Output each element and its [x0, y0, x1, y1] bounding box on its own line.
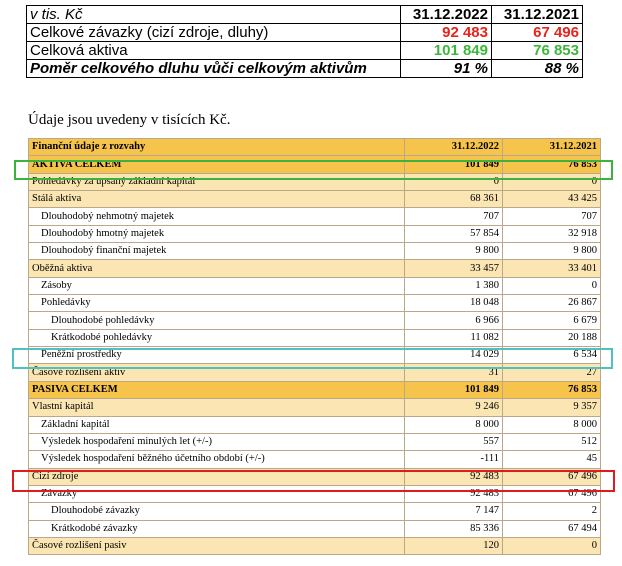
table-row — [29, 260, 601, 277]
summary-value: 76 853 — [492, 42, 583, 60]
table-row — [29, 208, 601, 225]
summary-unit-label: v tis. Kč — [27, 6, 401, 24]
table-row — [29, 451, 601, 468]
row-value-2021: 20 188 — [503, 329, 601, 346]
row-value-2021: 43 425 — [503, 191, 601, 208]
row-label: Vlastní kapitál — [29, 399, 405, 416]
row-value-2022: 33 457 — [405, 260, 503, 277]
row-value-2021: 0 — [503, 537, 601, 554]
row-label: Krátkodobé závazky — [29, 520, 405, 537]
table-row — [29, 225, 601, 242]
highlight-box-liabilities — [12, 470, 615, 492]
row-value-2021: 45 — [503, 451, 601, 468]
row-label: Výsledek hospodaření minulých let (+/-) — [29, 433, 405, 450]
summary-col-2022: 31.12.2022 — [401, 6, 492, 24]
summary-row-ratio — [27, 60, 583, 78]
summary-header-row — [27, 6, 583, 24]
row-value-2021: 33 401 — [503, 260, 601, 277]
row-value-2021: 67 496 — [503, 468, 601, 485]
row-label: Dlouhodobé pohledávky — [29, 312, 405, 329]
row-value-2022: 0 — [405, 173, 503, 190]
row-label: Dlouhodobé závazky — [29, 503, 405, 520]
row-value-2021: 8 000 — [503, 416, 601, 433]
row-label: Dlouhodobý hmotný majetek — [29, 225, 405, 242]
summary-row-assets — [27, 42, 583, 60]
summary-label: Poměr celkového dluhu vůči celkovým aktivům — [27, 60, 401, 78]
row-value-2022: 18 048 — [405, 295, 503, 312]
row-label: Zásoby — [29, 277, 405, 294]
row-value-2022: 707 — [405, 208, 503, 225]
row-value-2021: 9 800 — [503, 243, 601, 260]
row-value-2021: 26 867 — [503, 295, 601, 312]
row-value-2022: 101 849 — [405, 156, 503, 173]
row-value-2021: 9 357 — [503, 399, 601, 416]
row-label: PASIVA CELKEM — [29, 381, 405, 398]
table-row — [29, 312, 601, 329]
row-value-2022: 85 336 — [405, 520, 503, 537]
balance-col-2022: 31.12.2022 — [405, 139, 503, 156]
row-value-2022: 68 361 — [405, 191, 503, 208]
highlight-box-total-assets — [14, 160, 613, 180]
row-value-2022: 11 082 — [405, 329, 503, 346]
row-value-2022: 101 849 — [405, 381, 503, 398]
summary-label: Celková aktiva — [27, 42, 401, 60]
row-label: Stálá aktiva — [29, 191, 405, 208]
table-row — [29, 503, 601, 520]
row-value-2021: 76 853 — [503, 156, 601, 173]
row-label: Oběžná aktiva — [29, 260, 405, 277]
row-value-2022: 57 854 — [405, 225, 503, 242]
row-value-2021: 67 496 — [503, 485, 601, 502]
summary-col-2021: 31.12.2021 — [492, 6, 583, 24]
row-value-2021: 512 — [503, 433, 601, 450]
row-label: Cizí zdroje — [29, 468, 405, 485]
row-value-2021: 76 853 — [503, 381, 601, 398]
row-value-2021: 707 — [503, 208, 601, 225]
row-value-2022: 6 966 — [405, 312, 503, 329]
table-row — [29, 277, 601, 294]
row-value-2022: 9 246 — [405, 399, 503, 416]
row-value-2021: 6 534 — [503, 347, 601, 364]
row-value-2022: 120 — [405, 537, 503, 554]
row-value-2022: -111 — [405, 451, 503, 468]
row-label: Výsledek hospodaření běžného účetního období (+/-) — [29, 451, 405, 468]
row-value-2022: 9 800 — [405, 243, 503, 260]
balance-header-row — [29, 139, 601, 156]
row-value-2022: 7 147 — [405, 503, 503, 520]
table-row — [29, 537, 601, 554]
row-label: Časové rozlišení aktiv — [29, 364, 405, 381]
summary-row-liabilities — [27, 24, 583, 42]
summary-label: Celkové závazky (cizí zdroje, dluhy) — [27, 24, 401, 42]
row-value-2022: 1 380 — [405, 277, 503, 294]
balance-header-label: Finanční údaje z rozvahy — [29, 139, 405, 156]
summary-value: 91 % — [401, 60, 492, 78]
summary-value: 92 483 — [401, 24, 492, 42]
row-value-2022: 557 — [405, 433, 503, 450]
row-label: Dlouhodobý finanční majetek — [29, 243, 405, 260]
row-label: Pohledávky za upsaný základní kapitál — [29, 173, 405, 190]
table-row — [29, 191, 601, 208]
table-row — [29, 433, 601, 450]
row-label: Závazky — [29, 485, 405, 502]
table-row — [29, 399, 601, 416]
table-row — [29, 295, 601, 312]
balance-col-2021: 31.12.2021 — [503, 139, 601, 156]
row-value-2022: 31 — [405, 364, 503, 381]
table-row — [29, 416, 601, 433]
summary-table — [26, 5, 583, 78]
row-value-2021: 67 494 — [503, 520, 601, 537]
row-value-2022: 8 000 — [405, 416, 503, 433]
table-row — [29, 381, 601, 398]
summary-value: 88 % — [492, 60, 583, 78]
balance-sheet-table — [28, 138, 601, 555]
table-row — [29, 520, 601, 537]
row-value-2021: 0 — [503, 173, 601, 190]
row-label: Základní kapitál — [29, 416, 405, 433]
row-label: AKTIVA CELKEM — [29, 156, 405, 173]
row-value-2022: 92 483 — [405, 468, 503, 485]
highlight-box-cash — [12, 348, 613, 369]
row-label: Pohledávky — [29, 295, 405, 312]
row-label: Časové rozlišení pasiv — [29, 537, 405, 554]
summary-value: 101 849 — [401, 42, 492, 60]
row-value-2021: 32 918 — [503, 225, 601, 242]
table-row — [29, 329, 601, 346]
row-value-2021: 27 — [503, 364, 601, 381]
row-value-2021: 6 679 — [503, 312, 601, 329]
row-label: Peněžní prostředky — [29, 347, 405, 364]
row-value-2022: 14 029 — [405, 347, 503, 364]
row-value-2021: 0 — [503, 277, 601, 294]
row-label: Krátkodobé pohledávky — [29, 329, 405, 346]
row-value-2021: 2 — [503, 503, 601, 520]
summary-value: 67 496 — [492, 24, 583, 42]
row-label: Dlouhodobý nehmotný majetek — [29, 208, 405, 225]
units-caption: Údaje jsou uvedeny v tisících Kč. — [28, 112, 231, 128]
table-row — [29, 243, 601, 260]
row-value-2022: 92 483 — [405, 485, 503, 502]
